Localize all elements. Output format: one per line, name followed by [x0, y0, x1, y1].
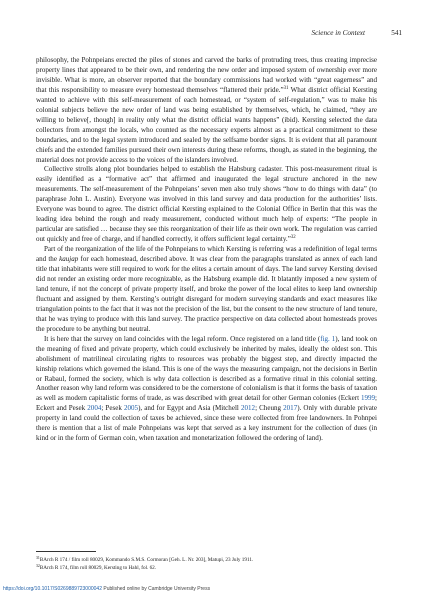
- page-number: 541: [391, 29, 402, 37]
- running-title: Science in Context: [311, 29, 365, 37]
- citation-link[interactable]: 2017: [283, 404, 298, 413]
- citation-link[interactable]: 2004: [87, 404, 102, 413]
- footnote-reference[interactable]: 32: [290, 235, 296, 241]
- running-header: [0, 29, 422, 41]
- page-footer: [3, 586, 210, 592]
- text-run: Part of the reorganization of the life of the Pohnpeians to which Kersting is referring was a redefinition of legal terms and the: [36, 245, 377, 264]
- text-run: What district official Kersting wanted to achieve with this self-measurement of each homestead, or “system of self-regulation,” was to make his colonial subjects believe the new order of land was being established by themselves, which, he claimed, “they are willing to believe[, though] in reality only what the district official wants happens” (ibid). Kersting selected the data collectors from amongst the locals, who counted as the necessary experts almost as a practical commitment to these boundaries, and to the legal system introduced and sealed by the selfsame border signs. It is evident that all paramount chiefs and the extended families pursued their own interests during these reforms, though, as stated in the beginning, the material does not provide access to the voices of the islanders involved.: [36, 85, 377, 164]
- text-run: ), land took on the meaning of fixed and private property, which could exclusively be inherited by males, ideally the oldest son. This abolishment of matrilineal circulating rights to resources was probably the biggest step, and directly impacted the kinship relations which governed the island. This is one of the ways the measuring campaign, not the decisions in Berlin or Rabaul, formed the society, which is why data collection is described as a formative ritual in this colonial setting. Another reason why land reform was considered to be the cornerstone of colonialism is that it forms the basis of taxation as well as modern capitalistic forms of trade, as was described with great detail for other German colonies (Eckert: [36, 334, 378, 403]
- citation-link[interactable]: 1999: [360, 394, 376, 403]
- body-paragraph: [36, 335, 377, 444]
- text-run: ; Eckert and Pesek: [36, 394, 377, 413]
- footnote-text: BArch R 174 / film roll 80029, Kommando S.M.S. Cormoran [Geh. L. Nr. 203], Matupi, 23 July 1911.: [39, 557, 254, 563]
- citation-link[interactable]: fig. 1: [320, 334, 336, 343]
- text-run: ; Pesek: [101, 404, 124, 413]
- text-run: It is here that the survey on land coincides with the legal reform. Once registered on a land title (: [44, 334, 321, 343]
- text-run: philosophy, the Pohnpeians erected the piles of stones and carved the barks of protruding trees, thus creating imprecise property lines that appeared to be their own, and rendering the new order and imposed system of ownership ever more invisible. What is more, an observer reported that the boundary commissions had worked with “great eagerness” and that this responsibility to measure every homestead themselves “flattered their pride.”: [36, 56, 377, 94]
- footnote-divider: [36, 551, 96, 552]
- text-run: ). Only with durable private property in land could the collection of taxes be achieved, since these were collected from free landowners. In Pohnpei there is mention that a list of male Pohnpeians was kept that served as a key instrument for the collection of dues (in kind or in the form of German coin, when taxation and monetarization followed the ordering of land).: [36, 404, 378, 443]
- text-run: ; Cheung: [255, 404, 284, 413]
- citation-link[interactable]: 2012: [240, 404, 256, 413]
- footnote-reference[interactable]: 31: [283, 85, 289, 91]
- footnote: [36, 557, 377, 565]
- footnote-text: BArch R 174, film roll 80029, Kersting to Hahl, fol. 62.: [39, 564, 157, 571]
- body-paragraph: [36, 245, 377, 335]
- article-body: [36, 56, 377, 444]
- text-run: ), and for Egypt and Asia (Mitchell: [138, 404, 241, 413]
- footnote: [36, 565, 377, 573]
- body-paragraph: [36, 165, 377, 245]
- citation-link[interactable]: 2005: [123, 404, 139, 413]
- footnotes: [36, 557, 377, 572]
- footnote-number: 32: [36, 563, 40, 568]
- italic-term: kaujap: [59, 255, 79, 264]
- footnote-number: 31: [36, 556, 40, 560]
- text-run: Collective strolls along plot boundaries helped to establish the Habsburg cadaster. This post-measurement ritual is easily identified as a “formative act” that affirmed and inaugurated the legal structure anchored in the new measurements. The self-measurement of the Pohnpeians’ seven men also truly shows “how to do things with data” (to paraphrase John L. Austin). Everyone was involved in this land survey and data production for the authorities’ lists. Everyone was bound to agree. The district official Kersting explained to the Colonial Office in Berlin that this was the leading idea behind the rough and ready measurement, conducted without much help of experts: “The people in particular are satisfied … because they see this reorganization of their life as their own work. The regulation was carried out quickly and free of charge, and if handled correctly, it offers sufficient legal certainty.”: [36, 165, 377, 244]
- body-paragraph: [36, 56, 377, 165]
- text-run: for each homestead, described above. It was clear from the paragraphs translated as annex of each land title that inhabitants were still required to work for the elites a certain amount of days. The land survey Kersting devised did not render an existing order more recognizable, as the Habsburg example did. It blatantly imposed a new system of land tenure, if not the concept of private property itself, and broke the power of the local elites to keep land ownership fluctuant and assigned by them. Kersting’s outright disregard for modern surveying standards and exact measures like triangulation points to the fact that it was not the precision of the list, but the consent to the new structure of land tenure, that he was trying to produce with this land survey. The practice perspective on data collected about homesteads proves the procedure to be anything but neutral.: [36, 255, 377, 333]
- doi-link[interactable]: https://doi.org/10.1017/S0269889723000042: [3, 586, 102, 592]
- publisher-note: Published online by Cambridge University Press: [101, 586, 211, 592]
